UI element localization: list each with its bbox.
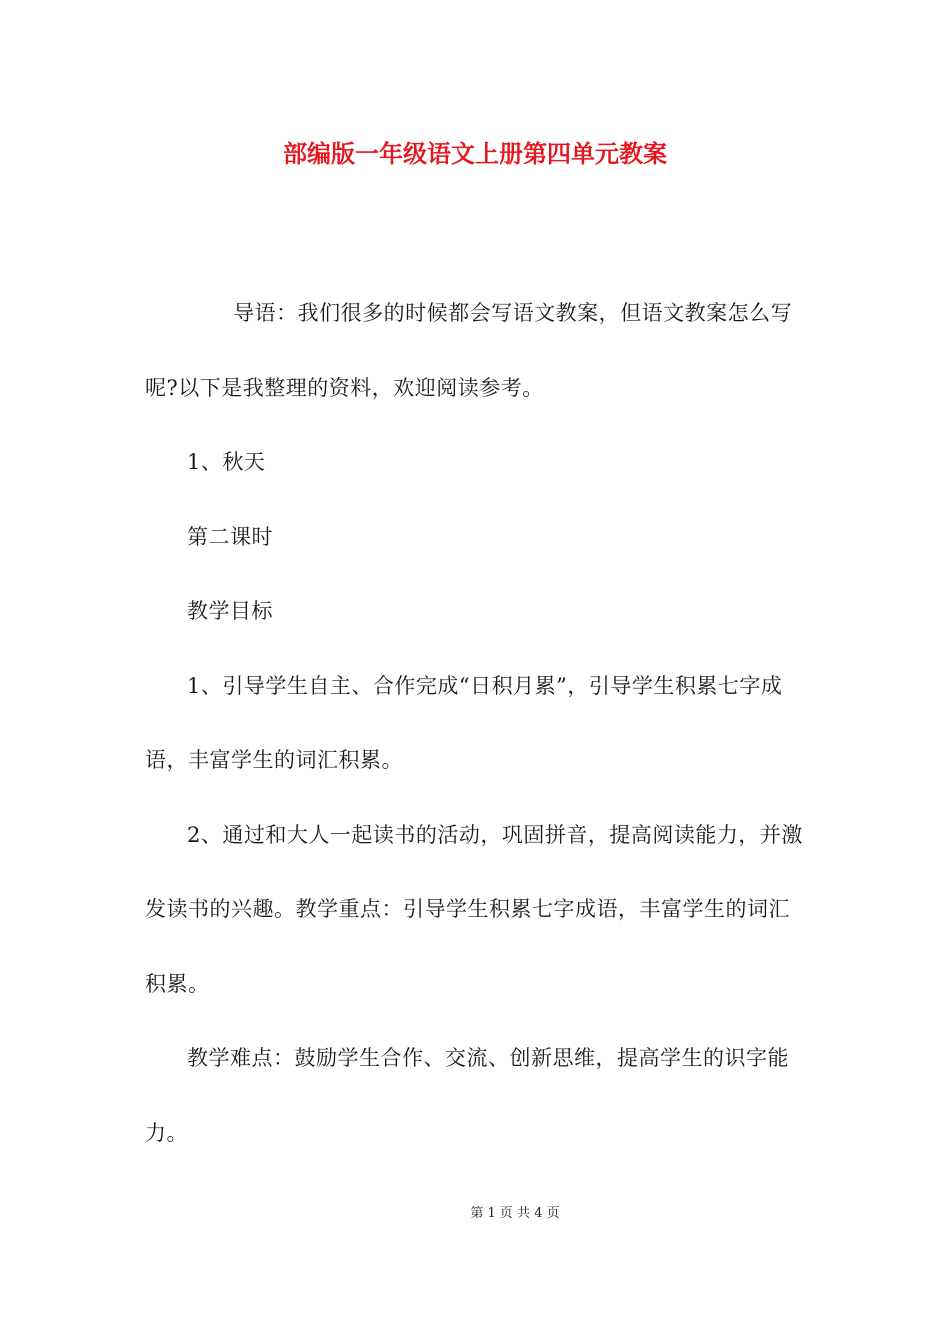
lesson-heading: 1、秋天 [187,450,266,474]
page-footer: 第 1 页 共 4 页 [470,1206,560,1221]
teaching-goals-heading: 教学目标 [187,599,273,623]
intro-paragraph: 导语：我们很多的时候都会写语文教案，但语文教案怎么写呢?以下是我整理的资料，欢迎阅读参考。 [145,301,793,400]
document-title: 部编版一年级语文上册第四单元教案 [283,140,667,168]
goal-paragraph-2: 2、通过和大人一起读书的活动，巩固拼音，提高阅读能力，并激发读书的兴趣。教学重点：引导学生积累七字成语，丰富学生的词汇积累。 [145,822,803,996]
class-period-heading: 第二课时 [187,524,273,549]
goal-paragraph-1: 1、引导学生自主、合作完成“日积月累”，引导学生积累七字成语，丰富学生的词汇积累。 [145,673,783,772]
document-body [145,276,805,1170]
difficulty-paragraph: 教学难点：鼓励学生合作、交流、创新思维，提高学生的识字能力。 [145,1046,789,1145]
